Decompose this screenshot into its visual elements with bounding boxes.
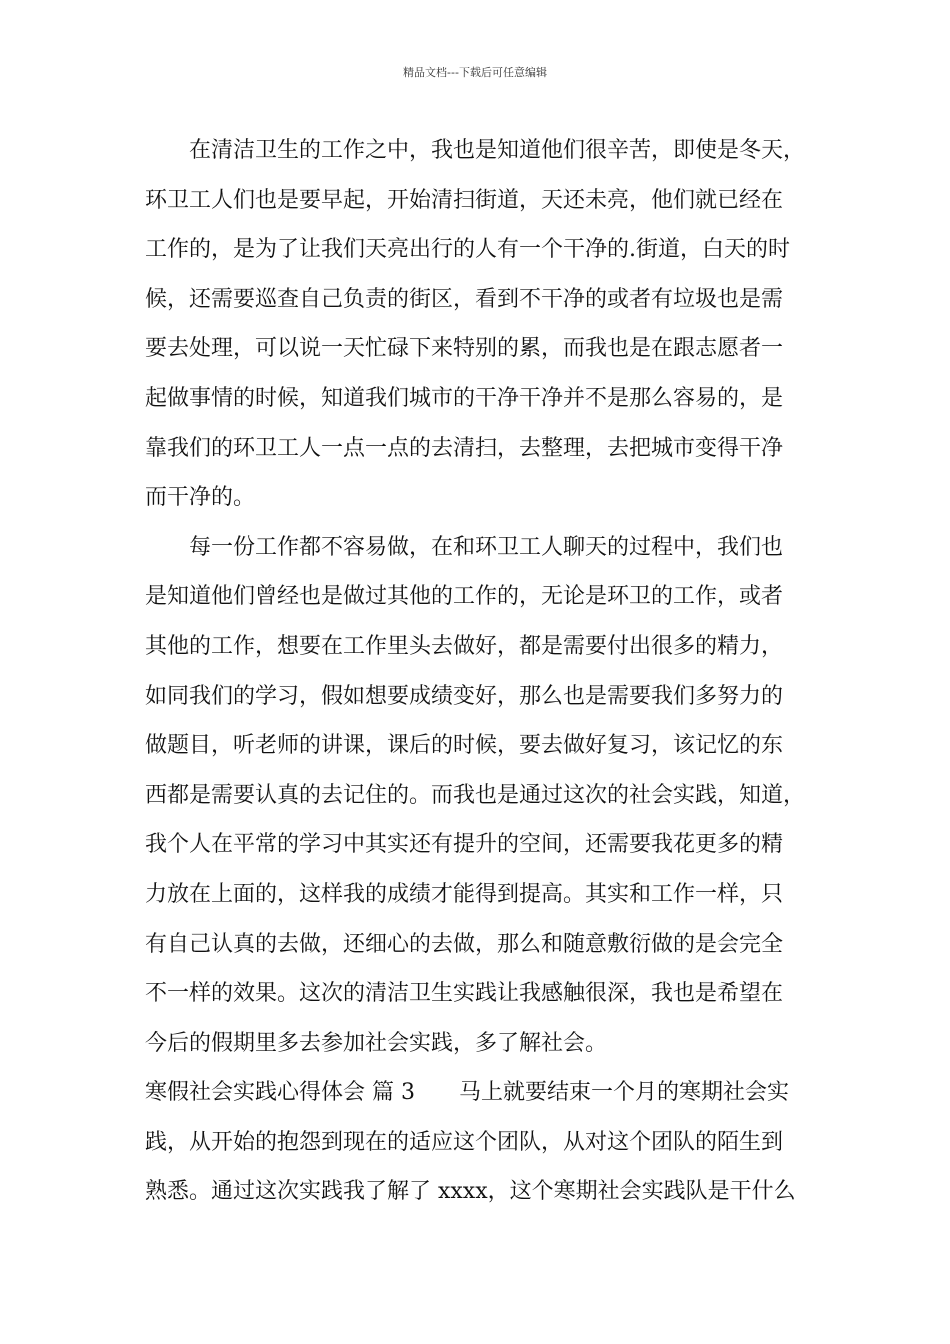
text-line: 力放在上面的，这样我的成绩才能得到提高。其实和工作一样，只 bbox=[145, 881, 784, 907]
text-line: 西都是需要认真的去记住的。而我也是通过这次的社会实践，知道， bbox=[145, 782, 806, 808]
text-line: 候，还需要巡查自己负责的街区，看到不干净的或者有垃圾也是需 bbox=[145, 286, 784, 312]
page-header: 精品文档---下载后可任意编辑 bbox=[403, 66, 547, 79]
text-line: 在清洁卫生的工作之中，我也是知道他们很辛苦，即使是冬天， bbox=[189, 138, 806, 163]
text-line: 践，从开始的抱怨到现在的适应这个团队，从对这个团队的陌生到 bbox=[145, 1129, 784, 1155]
section-heading-line: 寒假社会实践心得体会 篇 3 马上就要结束一个月的寒期社会实 bbox=[145, 1080, 789, 1106]
text-line: 做题目，听老师的讲课，课后的时候，要去做好复习，该记忆的东 bbox=[145, 733, 784, 759]
paragraph-every-job bbox=[145, 523, 825, 1069]
text-line: 工作的，是为了让我们天亮出行的人有一个干净的.街道，白天的时 bbox=[145, 237, 790, 263]
text-line: 要去处理，可以说一天忙碌下来特别的累，而我也是在跟志愿者一 bbox=[145, 336, 784, 362]
text-line: 靠我们的环卫工人一点一点的去清扫，去整理，去把城市变得干净 bbox=[145, 435, 784, 461]
paragraph-cleaning-work bbox=[145, 126, 825, 523]
text-line: 而干净的。 bbox=[145, 485, 256, 511]
text-line: 有自己认真的去做，还细心的去做，那么和随意敷衍做的是会完全 bbox=[145, 931, 784, 957]
document-body bbox=[145, 126, 825, 1217]
text-line: 我个人在平常的学习中其实还有提升的空间，还需要我花更多的精 bbox=[145, 832, 784, 858]
text-line: 环卫工人们也是要早起，开始清扫街道，天还未亮，他们就已经在 bbox=[145, 187, 784, 213]
text-line: 熟悉。通过这次实践我了解了 xxxx，这个寒期社会实践队是干什么 bbox=[145, 1179, 796, 1205]
text-line: 不一样的效果。这次的清洁卫生实践让我感触很深，我也是希望在 bbox=[145, 981, 784, 1007]
text-line: 是知道他们曾经也是做过其他的工作的，无论是环卫的工作，或者 bbox=[145, 584, 784, 610]
text-line: 起做事情的时候，知道我们城市的干净干净并不是那么容易的，是 bbox=[145, 385, 784, 411]
text-line: 如同我们的学习，假如想要成绩变好，那么也是需要我们多努力的 bbox=[145, 683, 784, 709]
paragraph-section-3 bbox=[145, 1068, 825, 1217]
text-line: 每一份工作都不容易做，在和环卫工人聊天的过程中，我们也 bbox=[189, 534, 784, 560]
text-line: 今后的假期里多去参加社会实践，多了解社会。 bbox=[145, 1030, 608, 1056]
text-line: 其他的工作，想要在工作里头去做好，都是需要付出很多的精力， bbox=[145, 633, 784, 659]
